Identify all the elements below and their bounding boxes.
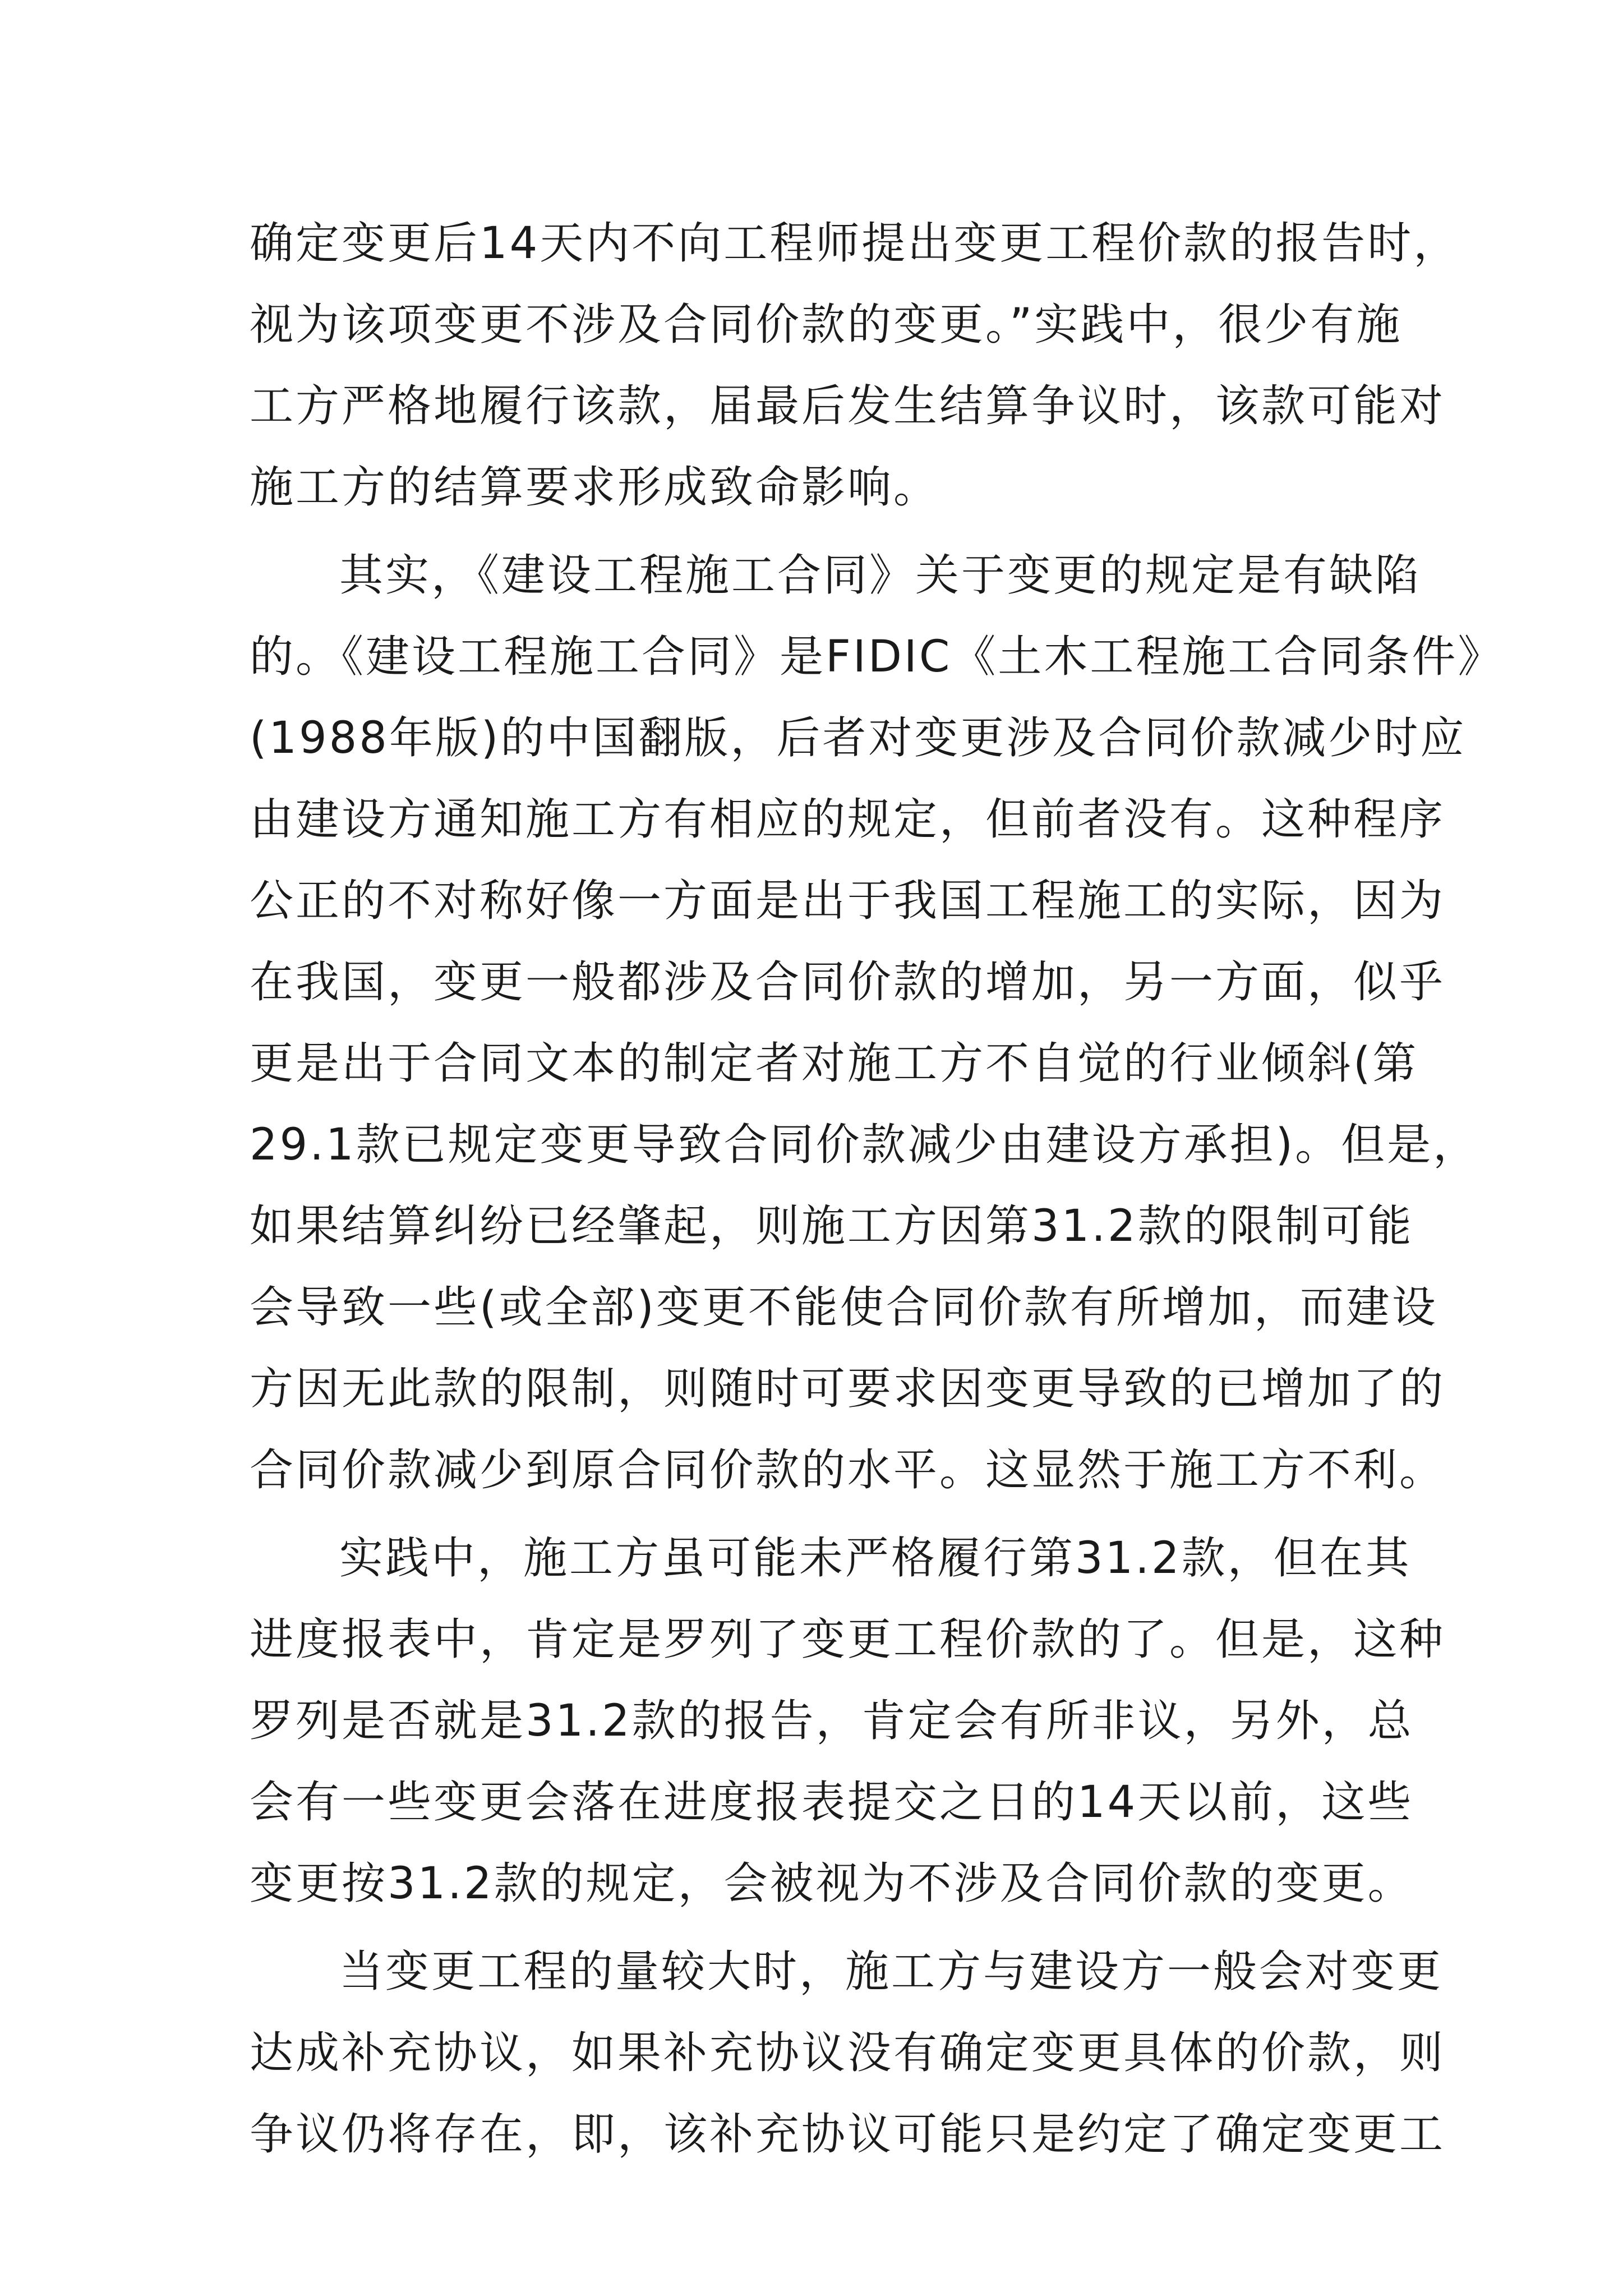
paragraph-1-line-4: 施工方的结算要求形成致命影响。 (250, 462, 940, 513)
paragraph-2-line-5: 公正的不对称好像一方面是出于我国工程施工的实际，因为 (250, 876, 1446, 926)
paragraph-4-line-1: 当变更工程的量较大时，施工方与建设方一般会对变更 (339, 1947, 1444, 1997)
paragraph-3-line-2: 进度报表中，肯定是罗列了变更工程价款的了。但是，这种 (250, 1614, 1446, 1665)
paragraph-4-line-3: 争议仍将存在，即，该补充协议可能只是约定了确定变更工 (250, 2109, 1446, 2160)
paragraph-spacer (250, 528, 1394, 535)
paragraph-2-line-8: 29.1款已规定变更导致合同价款减少由建设方承担)。但是， (250, 1120, 1479, 1170)
paragraph-2-line-11: 方因无此款的限制，则随时可要求因变更导致的已增加了的 (250, 1364, 1446, 1414)
paragraph-1-line-3: 工方严格地履行该款，届最后发生结算争议时，该款可能对 (250, 381, 1446, 431)
paragraph-3-line-1: 实践中，施工方虽可能未严格履行第31.2款，但在其 (339, 1533, 1412, 1584)
paragraph-spacer (250, 1511, 1394, 1518)
paragraph-1-line-2: 视为该项变更不涉及合同价款的变更。”实践中，很少有施 (250, 300, 1403, 350)
paragraph-3-line-5: 变更按31.2款的规定，会被视为不涉及合同价款的变更。 (250, 1858, 1414, 1909)
paragraph-2-line-7: 更是出于合同文本的制定者对施工方不自觉的行业倾斜(第 (250, 1038, 1419, 1089)
paragraph-3-line-3: 罗列是否就是31.2款的报告，肯定会有所非议，另外，总 (250, 1696, 1414, 1746)
paragraph-3-line-4: 会有一些变更会落在进度报表提交之日的14天以前，这些 (250, 1777, 1414, 1828)
paragraph-2-line-4: 由建设方通知施工方有相应的规定，但前者没有。这种程序 (250, 794, 1446, 845)
paragraph-2-line-3: (1988年版)的中国翻版，后者对变更涉及合同价款减少时应 (250, 713, 1467, 763)
document-body (250, 203, 1504, 2175)
paragraph-2-line-12: 合同价款减少到原合同价款的水平。这显然于施工方不利。 (250, 1445, 1446, 1496)
paragraph-2-line-6: 在我国，变更一般都涉及合同价款的增加，另一方面，似乎 (250, 957, 1446, 1007)
paragraph-2-line-2: 的。《建设工程施工合同》是FIDIC《土木工程施工合同条件》 (250, 632, 1504, 682)
paragraph-2-line-10: 会导致一些(或全部)变更不能使合同价款有所增加，而建设 (250, 1282, 1438, 1333)
paragraph-4-line-2: 达成补充协议，如果补充协议没有确定变更具体的价款，则 (250, 2028, 1446, 2078)
paragraph-1-line-1: 确定变更后14天内不向工程师提出变更工程价款的报告时， (250, 218, 1460, 269)
paragraph-2-line-1: 其实，《建设工程施工合同》关于变更的规定是有缺陷 (339, 550, 1422, 601)
paragraph-2-line-9: 如果结算纠纷已经肇起，则施工方因第31.2款的限制可能 (250, 1201, 1414, 1251)
paragraph-spacer (250, 1925, 1394, 1931)
